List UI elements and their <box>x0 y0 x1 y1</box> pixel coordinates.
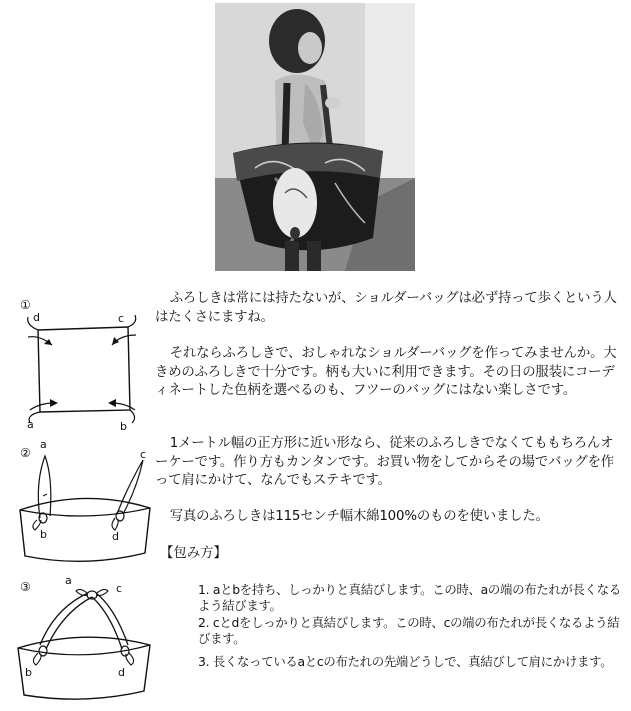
step-3-number: ③ <box>20 580 31 594</box>
label-c: c <box>116 582 123 595</box>
corner-label-b: b <box>120 420 127 433</box>
step-1-diagram <box>20 315 140 425</box>
corner-label-d: d <box>33 311 40 324</box>
instruction-1: 1. aとbを持ち、しっかりと真結びします。この時、aの端の布たれが長くなるよう結びます。 <box>198 582 621 613</box>
intro-paragraph-2: それならふろしきで、おしゃれなショルダーバッグを作ってみませんか。大きめのふろしきで十分です。柄も大いに利用できます。その日の服装にコーディネートした色柄を選べるのも、フツーのバッグにはない楽しさです。 <box>155 346 617 398</box>
section-heading: 【包み方】 <box>160 546 227 561</box>
step-3-diagram <box>10 583 160 708</box>
instruction-2: 2. cとdをしっかりと真結びします。この時、cの端の布たれが長くなるよう結びます。 <box>198 615 620 646</box>
label-a: a <box>65 574 72 587</box>
label-b: b <box>25 666 32 679</box>
label-d: d <box>112 530 119 543</box>
corner-label-c: c <box>118 312 125 325</box>
label-b: b <box>40 528 47 541</box>
instruction-3: 3. 長くなっているaとcの布たれの先端どうしで、真結びして肩にかけます。 <box>198 654 613 669</box>
intro-paragraph-1: ふろしきは常には持たないが、ショルダーバッグは必ず持って歩くという人はたくさにますね。 <box>155 291 617 325</box>
intro-paragraph-3: 1メートル幅の正方形に近い形なら、従来のふろしきでなくてももちろんオーケーです。作り方もカンタンです。お買い物をしてからその場でバッグを作って肩にかけて、なんでもステキです。 <box>155 436 614 488</box>
step-2-diagram <box>15 448 155 568</box>
corner-label-a: a <box>27 418 34 431</box>
label-c: c <box>140 448 147 461</box>
label-d: d <box>118 666 125 679</box>
step-1-number: ① <box>20 298 31 312</box>
intro-paragraph-4: 写真のふろしきは115センチ幅木綿100%のものを使いました。 <box>169 509 549 524</box>
step-2-number: ② <box>20 446 31 460</box>
label-a: a <box>40 438 47 451</box>
photo-woman-with-furoshiki-bag <box>215 3 415 271</box>
